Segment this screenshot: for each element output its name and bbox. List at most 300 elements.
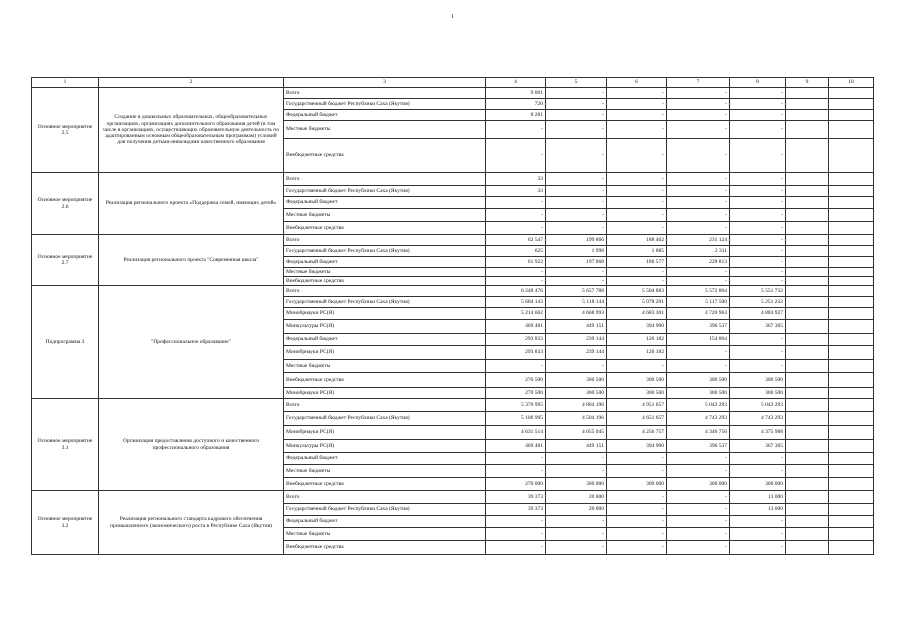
- amount-cell: -: [546, 222, 607, 235]
- amount-cell: [786, 399, 829, 412]
- amount-cell: -: [607, 209, 667, 222]
- amount-cell: -: [546, 110, 607, 121]
- amount-cell: 5 504 883: [607, 286, 667, 297]
- amount-cell: -: [486, 541, 546, 555]
- amount-cell: 300 000: [667, 478, 730, 491]
- amount-cell: 62 547: [486, 235, 546, 246]
- funding-source: Минобрнауки РС(Я): [284, 426, 486, 440]
- amount-cell: 39 373: [486, 491, 546, 504]
- amount-cell: -: [486, 197, 546, 209]
- amount-cell: 5 043 293: [667, 399, 730, 412]
- amount-cell: [786, 268, 829, 277]
- amount-cell: 231 124: [667, 235, 730, 246]
- amount-cell: 13 000: [730, 491, 786, 504]
- amount-cell: [829, 121, 874, 139]
- amount-cell: [829, 516, 874, 528]
- amount-cell: [829, 308, 874, 320]
- amount-cell: -: [546, 360, 607, 373]
- activity-description: Организация предоставления доступного и качественного профессионального образования: [99, 399, 284, 491]
- amount-cell: -: [730, 222, 786, 235]
- funding-source: Минкультуры РС(Я): [284, 320, 486, 334]
- amount-cell: [786, 504, 829, 516]
- amount-cell: -: [546, 197, 607, 209]
- amount-cell: -: [667, 186, 730, 197]
- amount-cell: -: [730, 453, 786, 465]
- amount-cell: [786, 197, 829, 209]
- amount-cell: -: [730, 110, 786, 121]
- amount-cell: [829, 139, 874, 173]
- amount-cell: -: [607, 173, 667, 186]
- column-header: 1: [32, 78, 99, 88]
- amount-cell: 300 500: [730, 388, 786, 399]
- amount-cell: 1 998: [546, 246, 607, 257]
- amount-cell: 4 346 756: [667, 426, 730, 440]
- funding-source: Всего: [284, 235, 486, 246]
- amount-cell: [786, 99, 829, 110]
- amount-cell: -: [607, 491, 667, 504]
- amount-cell: 270 000: [486, 478, 546, 491]
- amount-cell: [829, 373, 874, 388]
- funding-source: Государственный бюджет Республики Саха (Якутия): [284, 186, 486, 197]
- funding-source: Местные бюджеты: [284, 209, 486, 222]
- funding-source: Федеральный бюджет: [284, 197, 486, 209]
- amount-cell: 367 305: [730, 320, 786, 334]
- amount-cell: -: [546, 516, 607, 528]
- amount-cell: [829, 286, 874, 297]
- amount-cell: 720: [486, 99, 546, 110]
- amount-cell: 4 631 514: [486, 426, 546, 440]
- amount-cell: -: [667, 99, 730, 110]
- amount-cell: 8 281: [486, 110, 546, 121]
- amount-cell: [786, 491, 829, 504]
- amount-cell: -: [607, 99, 667, 110]
- amount-cell: 4 720 963: [667, 308, 730, 320]
- amount-cell: [829, 88, 874, 99]
- amount-cell: 5 251 232: [730, 297, 786, 308]
- amount-cell: 5 100 995: [486, 412, 546, 426]
- amount-cell: [829, 334, 874, 346]
- amount-cell: 4 951 657: [607, 399, 667, 412]
- funding-source: Внебюджетные средства: [284, 222, 486, 235]
- amount-cell: -: [607, 360, 667, 373]
- amount-cell: -: [730, 121, 786, 139]
- amount-cell: [786, 235, 829, 246]
- amount-cell: 239 144: [546, 334, 607, 346]
- funding-source: Внебюджетные средства: [284, 541, 486, 555]
- amount-cell: -: [667, 516, 730, 528]
- funding-source: Минобрнауки РС(Я): [284, 388, 486, 399]
- amount-cell: -: [667, 209, 730, 222]
- amount-cell: 199 866: [546, 235, 607, 246]
- amount-cell: -: [730, 186, 786, 197]
- amount-cell: -: [607, 88, 667, 99]
- amount-cell: [786, 541, 829, 555]
- amount-cell: [829, 297, 874, 308]
- amount-cell: 300 500: [667, 388, 730, 399]
- amount-cell: 154 804: [667, 334, 730, 346]
- activity-description: Реализация регионального проекта "Современная школа": [99, 235, 284, 286]
- amount-cell: -: [730, 528, 786, 541]
- activity-description: Реализация регионального стандарта кадрового обеспечения промышленного (экономического) роста в Республике Саха (Якутия): [99, 491, 284, 555]
- amount-cell: [829, 197, 874, 209]
- amount-cell: 4 683 301: [607, 308, 667, 320]
- funding-source: Местные бюджеты: [284, 360, 486, 373]
- amount-cell: [829, 528, 874, 541]
- amount-cell: -: [546, 121, 607, 139]
- amount-cell: 449 151: [546, 320, 607, 334]
- amount-cell: -: [486, 516, 546, 528]
- column-header: 9: [786, 78, 829, 88]
- amount-cell: 300 000: [730, 478, 786, 491]
- amount-cell: -: [730, 257, 786, 268]
- funding-source: Государственный бюджет Республики Саха (Якутия): [284, 99, 486, 110]
- amount-cell: [786, 388, 829, 399]
- amount-cell: 5 043 293: [730, 399, 786, 412]
- amount-cell: -: [607, 465, 667, 478]
- amount-cell: -: [546, 186, 607, 197]
- amount-cell: 186 577: [607, 257, 667, 268]
- amount-cell: -: [730, 88, 786, 99]
- amount-cell: 396 537: [667, 440, 730, 453]
- amount-cell: -: [486, 277, 546, 286]
- amount-cell: -: [546, 453, 607, 465]
- amount-cell: [786, 121, 829, 139]
- amount-cell: [786, 373, 829, 388]
- amount-cell: -: [730, 173, 786, 186]
- funding-source: Государственный бюджет Республики Саха (Якутия): [284, 297, 486, 308]
- amount-cell: [829, 320, 874, 334]
- amount-cell: -: [667, 88, 730, 99]
- amount-cell: -: [607, 516, 667, 528]
- amount-cell: 6 248 476: [486, 286, 546, 297]
- amount-cell: 469 481: [486, 440, 546, 453]
- amount-cell: -: [730, 360, 786, 373]
- amount-cell: 4 256 757: [607, 426, 667, 440]
- amount-cell: -: [667, 121, 730, 139]
- amount-cell: 33: [486, 173, 546, 186]
- amount-cell: [829, 268, 874, 277]
- amount-cell: 4 743 293: [667, 412, 730, 426]
- amount-cell: 270 500: [486, 373, 546, 388]
- amount-cell: 228 813: [667, 257, 730, 268]
- amount-cell: -: [667, 491, 730, 504]
- amount-cell: -: [607, 186, 667, 197]
- amount-cell: -: [730, 268, 786, 277]
- amount-cell: [786, 139, 829, 173]
- amount-cell: -: [486, 465, 546, 478]
- funding-source: Минкультуры РС(Я): [284, 440, 486, 453]
- amount-cell: [786, 297, 829, 308]
- amount-cell: [829, 504, 874, 516]
- amount-cell: [786, 440, 829, 453]
- funding-source: Внебюджетные средства: [284, 277, 486, 286]
- amount-cell: [829, 246, 874, 257]
- amount-cell: 4 504 196: [546, 412, 607, 426]
- table-row: [32, 399, 874, 412]
- amount-cell: [786, 286, 829, 297]
- amount-cell: 300 500: [546, 388, 607, 399]
- amount-cell: [829, 186, 874, 197]
- funding-source: Всего: [284, 286, 486, 297]
- amount-cell: 4 804 196: [546, 399, 607, 412]
- funding-source: Местные бюджеты: [284, 465, 486, 478]
- amount-cell: -: [607, 139, 667, 173]
- amount-cell: 5 657 788: [546, 286, 607, 297]
- column-header: 7: [667, 78, 730, 88]
- amount-cell: 4 375 988: [730, 426, 786, 440]
- funding-source: Местные бюджеты: [284, 268, 486, 277]
- amount-cell: [786, 209, 829, 222]
- amount-cell: 293 833: [486, 334, 546, 346]
- amount-cell: -: [607, 197, 667, 209]
- amount-cell: 300 500: [730, 373, 786, 388]
- amount-cell: 4 651 657: [607, 412, 667, 426]
- amount-cell: [786, 320, 829, 334]
- amount-cell: -: [667, 504, 730, 516]
- amount-cell: -: [730, 209, 786, 222]
- funding-source: Внебюджетные средства: [284, 478, 486, 491]
- amount-cell: -: [730, 541, 786, 555]
- amount-cell: [786, 277, 829, 286]
- activity-description: Создание в дошкольных образовательных, общеобразовательных организациях, организациях дополнительного образования детей (в том числе в организациях, осуществляющих образовательную деятельность по адаптированным основным общеобразовательным программам) условий для получения детьми-инвалидами качественного образования: [99, 88, 284, 173]
- amount-cell: -: [730, 465, 786, 478]
- amount-cell: -: [667, 465, 730, 478]
- amount-cell: 5 572 804: [667, 286, 730, 297]
- amount-cell: 4 743 293: [730, 412, 786, 426]
- funding-source: Федеральный бюджет: [284, 110, 486, 121]
- amount-cell: -: [730, 346, 786, 360]
- funding-source: Федеральный бюджет: [284, 516, 486, 528]
- amount-cell: [786, 246, 829, 257]
- amount-cell: [829, 388, 874, 399]
- amount-cell: 367 305: [730, 440, 786, 453]
- amount-cell: [786, 346, 829, 360]
- amount-cell: -: [667, 222, 730, 235]
- amount-cell: 396 537: [667, 320, 730, 334]
- amount-cell: [786, 334, 829, 346]
- amount-cell: [786, 186, 829, 197]
- amount-cell: 61 922: [486, 257, 546, 268]
- amount-cell: [786, 465, 829, 478]
- amount-cell: [829, 99, 874, 110]
- amount-cell: -: [486, 209, 546, 222]
- amount-cell: 5 118 144: [546, 297, 607, 308]
- amount-cell: [786, 453, 829, 465]
- amount-cell: 188 462: [607, 235, 667, 246]
- amount-cell: 5 551 732: [730, 286, 786, 297]
- amount-cell: 394 900: [607, 320, 667, 334]
- amount-cell: -: [730, 516, 786, 528]
- amount-cell: [786, 222, 829, 235]
- amount-cell: 20 000: [546, 504, 607, 516]
- amount-cell: -: [730, 139, 786, 173]
- amount-cell: [829, 277, 874, 286]
- amount-cell: 4 055 045: [546, 426, 607, 440]
- amount-cell: -: [486, 453, 546, 465]
- funding-source: Минобрнауки РС(Я): [284, 346, 486, 360]
- amount-cell: [829, 491, 874, 504]
- amount-cell: -: [607, 110, 667, 121]
- amount-cell: [786, 528, 829, 541]
- amount-cell: 625: [486, 246, 546, 257]
- amount-cell: [829, 412, 874, 426]
- amount-cell: -: [607, 268, 667, 277]
- amount-cell: -: [730, 99, 786, 110]
- budget-table: [31, 77, 874, 555]
- amount-cell: [786, 88, 829, 99]
- activity-code: Подпрограмма 3: [32, 286, 99, 399]
- amount-cell: [829, 209, 874, 222]
- amount-cell: -: [667, 277, 730, 286]
- funding-source: Всего: [284, 399, 486, 412]
- amount-cell: -: [667, 173, 730, 186]
- amount-cell: [786, 412, 829, 426]
- amount-cell: 5 684 143: [486, 297, 546, 308]
- funding-source: Государственный бюджет Республики Саха (Якутия): [284, 246, 486, 257]
- funding-source: Государственный бюджет Республики Саха (Якутия): [284, 412, 486, 426]
- table-row: [32, 491, 874, 504]
- amount-cell: -: [546, 277, 607, 286]
- table-row: [32, 235, 874, 246]
- amount-cell: [829, 453, 874, 465]
- column-header: 6: [607, 78, 667, 88]
- activity-description: Реализация регионального проекта «Поддержка семей, имеющих детей»: [99, 173, 284, 235]
- amount-cell: -: [607, 453, 667, 465]
- funding-source: Местные бюджеты: [284, 121, 486, 139]
- activity-code: Основное мероприятие 3.2: [32, 491, 99, 555]
- amount-cell: -: [730, 197, 786, 209]
- amount-cell: [786, 257, 829, 268]
- amount-cell: 449 151: [546, 440, 607, 453]
- amount-cell: [829, 399, 874, 412]
- amount-cell: [786, 308, 829, 320]
- amount-cell: -: [607, 121, 667, 139]
- amount-cell: [829, 346, 874, 360]
- column-header: 10: [829, 78, 874, 88]
- activity-description: "Профессиональное образование": [99, 286, 284, 399]
- amount-cell: [786, 478, 829, 491]
- funding-source: Федеральный бюджет: [284, 453, 486, 465]
- amount-cell: 300 000: [546, 478, 607, 491]
- amount-cell: 469 481: [486, 320, 546, 334]
- amount-cell: [829, 541, 874, 555]
- amount-cell: [829, 440, 874, 453]
- column-header: 8: [730, 78, 786, 88]
- amount-cell: 4 883 927: [730, 308, 786, 320]
- amount-cell: -: [730, 235, 786, 246]
- amount-cell: 1 885: [607, 246, 667, 257]
- amount-cell: 5 214 662: [486, 308, 546, 320]
- amount-cell: -: [546, 88, 607, 99]
- amount-cell: -: [607, 528, 667, 541]
- amount-cell: 293 833: [486, 346, 546, 360]
- amount-cell: [829, 110, 874, 121]
- amount-cell: -: [546, 528, 607, 541]
- amount-cell: 300 000: [607, 478, 667, 491]
- amount-cell: 270 500: [486, 388, 546, 399]
- amount-cell: -: [607, 222, 667, 235]
- amount-cell: -: [667, 453, 730, 465]
- amount-cell: [786, 173, 829, 186]
- amount-cell: -: [667, 197, 730, 209]
- activity-code: Основное мероприятие 2.6: [32, 173, 99, 235]
- funding-source: Федеральный бюджет: [284, 334, 486, 346]
- amount-cell: -: [546, 465, 607, 478]
- amount-cell: -: [486, 222, 546, 235]
- amount-cell: -: [730, 334, 786, 346]
- amount-cell: -: [546, 541, 607, 555]
- amount-cell: -: [730, 246, 786, 257]
- amount-cell: -: [667, 360, 730, 373]
- activity-code: Основное мероприятие 2.7: [32, 235, 99, 286]
- amount-cell: 4 668 993: [546, 308, 607, 320]
- amount-cell: -: [486, 121, 546, 139]
- column-header: 4: [486, 78, 546, 88]
- amount-cell: 300 500: [607, 388, 667, 399]
- amount-cell: -: [546, 139, 607, 173]
- amount-cell: [829, 235, 874, 246]
- amount-cell: -: [546, 99, 607, 110]
- amount-cell: 126 182: [607, 346, 667, 360]
- amount-cell: 33: [486, 186, 546, 197]
- amount-cell: 239 144: [546, 346, 607, 360]
- funding-source: Внебюджетные средства: [284, 139, 486, 173]
- amount-cell: 5 078 201: [607, 297, 667, 308]
- amount-cell: -: [607, 277, 667, 286]
- funding-source: Всего: [284, 491, 486, 504]
- amount-cell: [829, 173, 874, 186]
- amount-cell: -: [486, 139, 546, 173]
- amount-cell: 13 000: [730, 504, 786, 516]
- amount-cell: 39 373: [486, 504, 546, 516]
- amount-cell: 300 500: [546, 373, 607, 388]
- funding-source: Федеральный бюджет: [284, 257, 486, 268]
- funding-source: Всего: [284, 173, 486, 186]
- amount-cell: [829, 360, 874, 373]
- amount-cell: -: [486, 360, 546, 373]
- amount-cell: -: [667, 268, 730, 277]
- funding-source: Всего: [284, 88, 486, 99]
- amount-cell: -: [546, 173, 607, 186]
- activity-code: Основное мероприятие 2.5: [32, 88, 99, 173]
- amount-cell: 5 117 500: [667, 297, 730, 308]
- amount-cell: [829, 222, 874, 235]
- amount-cell: [786, 360, 829, 373]
- amount-cell: 5 370 995: [486, 399, 546, 412]
- amount-cell: [829, 257, 874, 268]
- amount-cell: 126 182: [607, 334, 667, 346]
- amount-cell: [829, 478, 874, 491]
- amount-cell: -: [486, 528, 546, 541]
- amount-cell: -: [667, 139, 730, 173]
- amount-cell: -: [486, 268, 546, 277]
- funding-source: Местные бюджеты: [284, 528, 486, 541]
- table-row: [32, 88, 874, 99]
- amount-cell: -: [546, 209, 607, 222]
- amount-cell: 2 311: [667, 246, 730, 257]
- amount-cell: 197 868: [546, 257, 607, 268]
- amount-cell: -: [667, 541, 730, 555]
- amount-cell: [829, 426, 874, 440]
- amount-cell: -: [667, 110, 730, 121]
- amount-cell: -: [607, 541, 667, 555]
- amount-cell: [829, 465, 874, 478]
- amount-cell: 300 500: [607, 373, 667, 388]
- table-row: [32, 286, 874, 297]
- amount-cell: -: [730, 277, 786, 286]
- amount-cell: 394 900: [607, 440, 667, 453]
- funding-source: Внебюджетные средства: [284, 373, 486, 388]
